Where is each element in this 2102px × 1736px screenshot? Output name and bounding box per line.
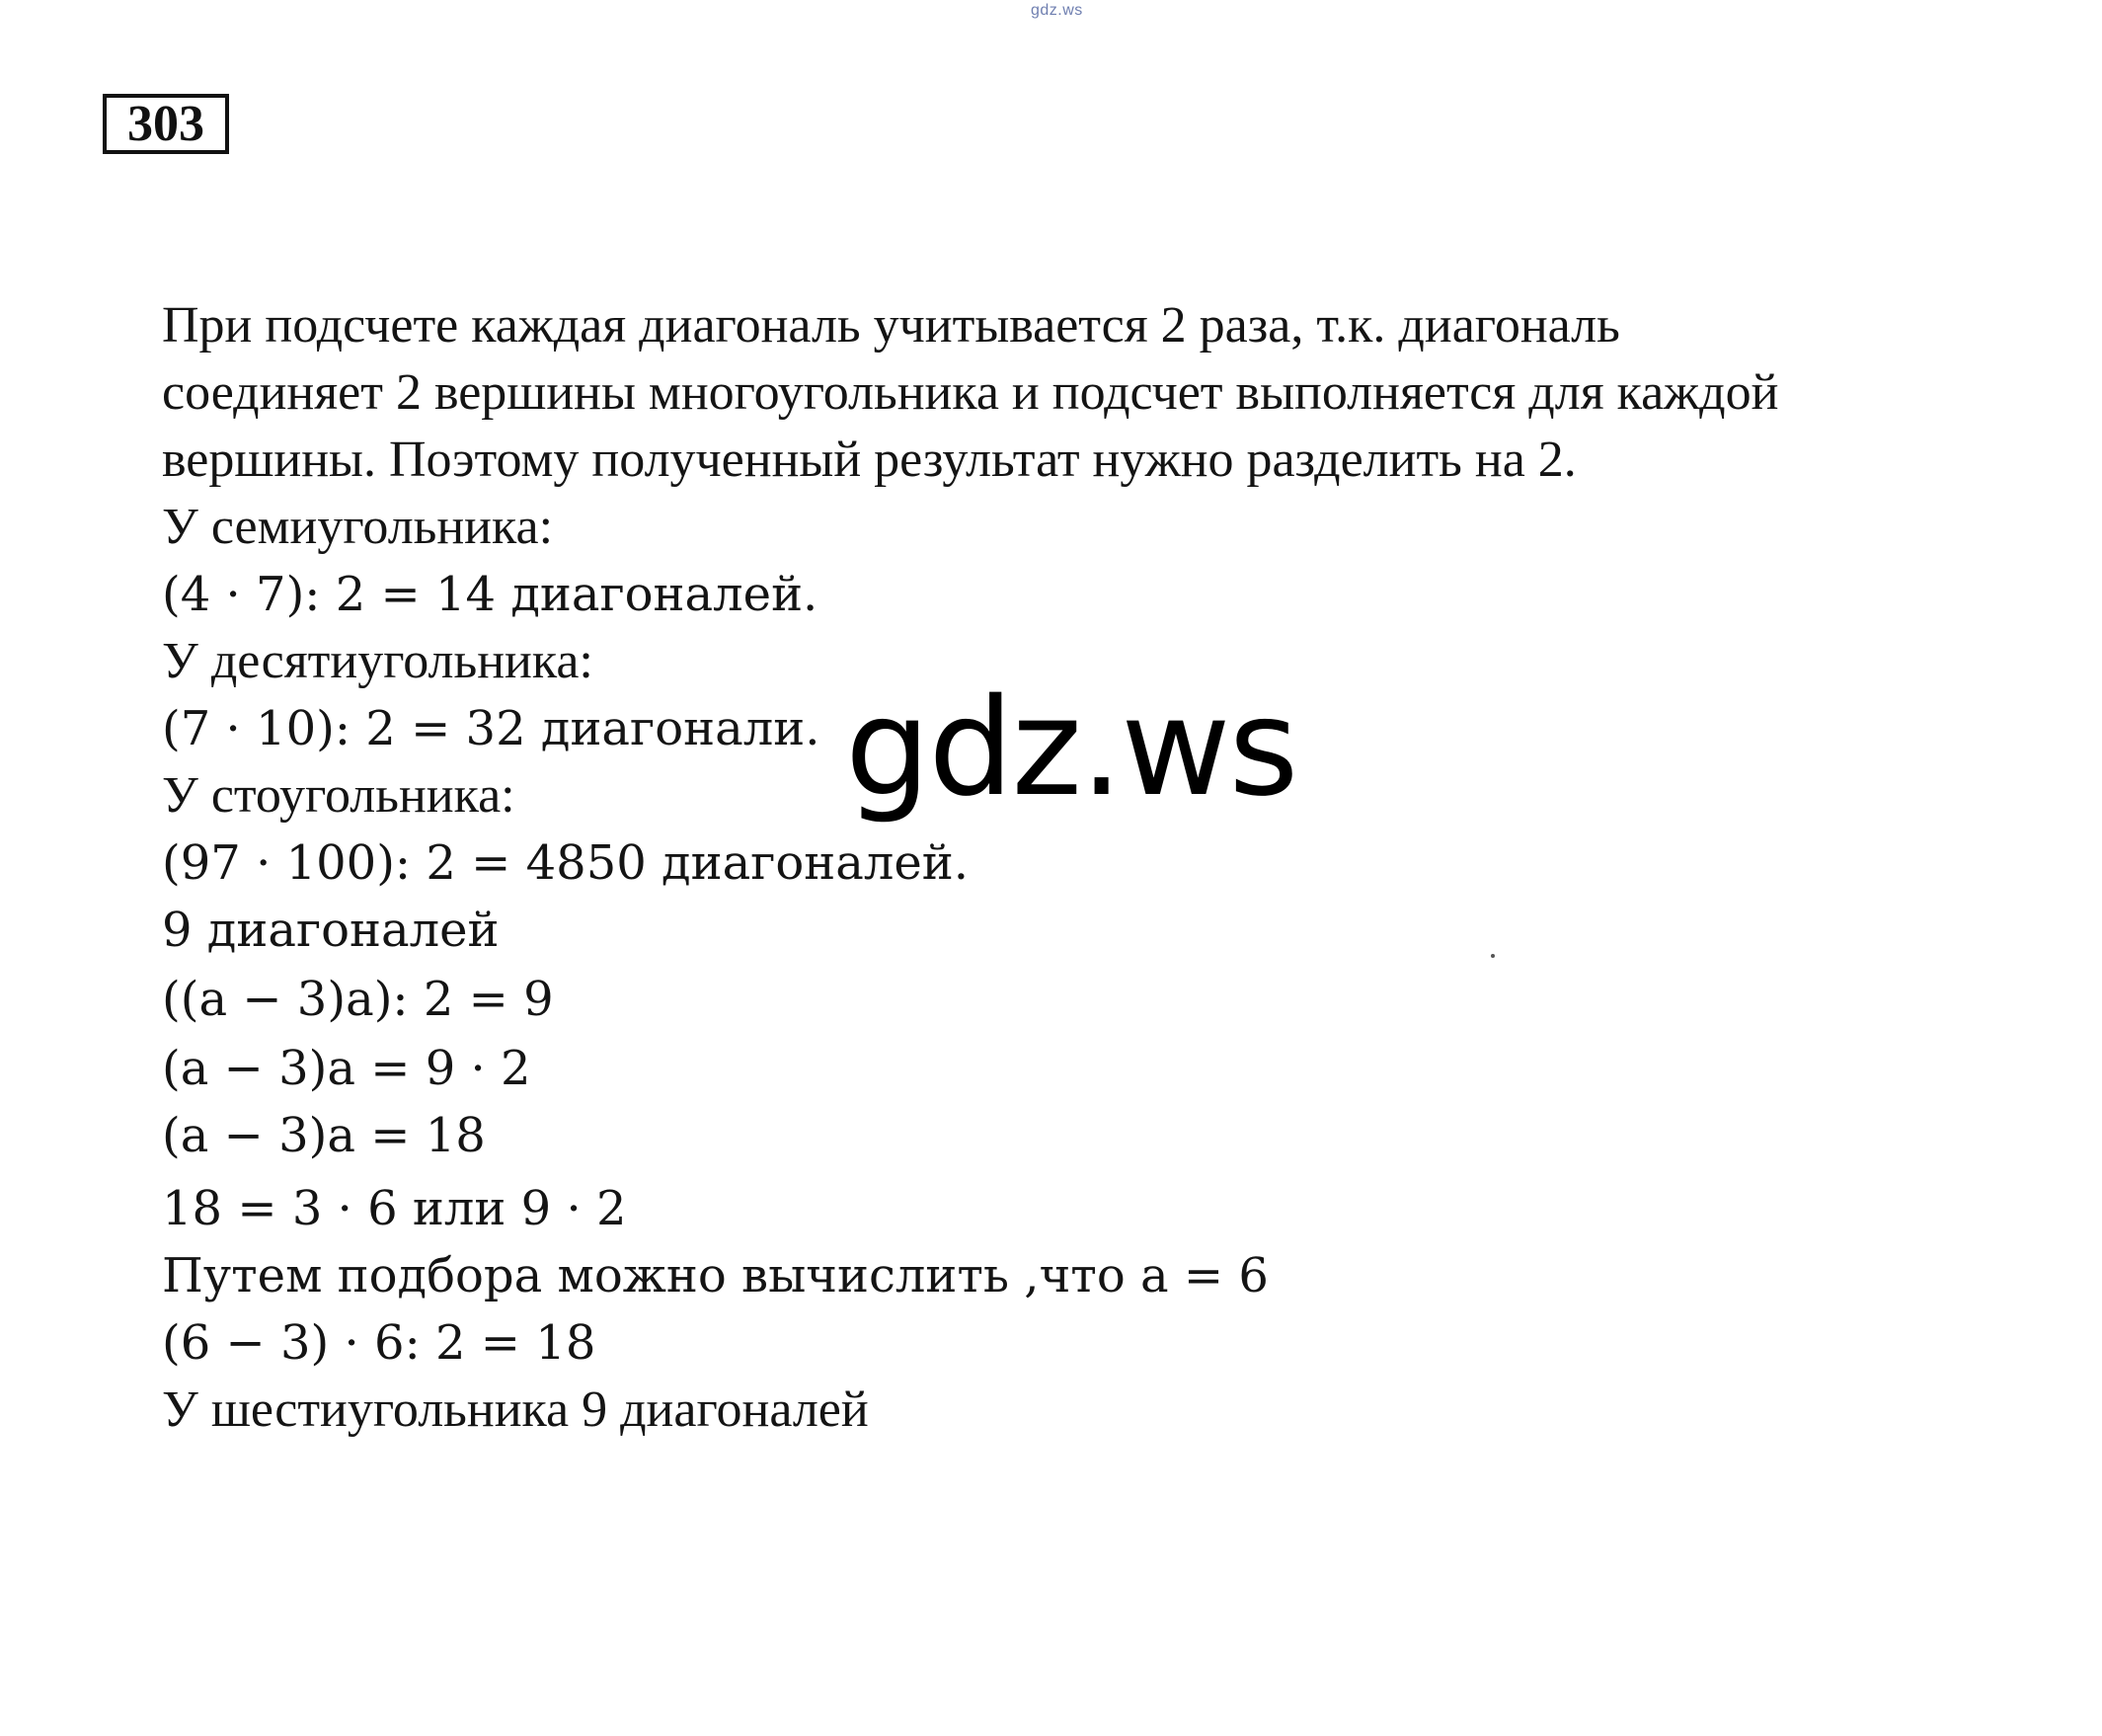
problem-number: 303 — [103, 94, 229, 154]
solution-line: ((a − 3)a): 2 = 9 — [162, 972, 554, 1027]
solution-line: У десятиугольника: — [162, 633, 593, 689]
solution-line: У семиугольника: — [162, 499, 554, 555]
solution-line: 9 диагоналей — [162, 903, 500, 958]
watermark-logo: gdz.ws — [845, 671, 1297, 827]
solution-line: (7 · 10): 2 = 32 диагонали. — [162, 701, 820, 756]
solution-line: 18 = 3 · 6 или 9 · 2 — [162, 1181, 627, 1236]
solution-line: вершины. Поэтому полученный результат нужно разделить на 2. — [162, 432, 1577, 488]
solution-line: Путем подбора можно вычислить ,что a = 6 — [162, 1248, 1269, 1303]
solution-line: (a − 3)a = 18 — [162, 1108, 486, 1163]
solution-line: (6 − 3) · 6: 2 = 18 — [162, 1315, 596, 1371]
solution-line: соединяет 2 вершины многоугольника и подсчет выполняется для каждой — [162, 364, 1779, 421]
solution-line: (97 · 100): 2 = 4850 диагоналей. — [162, 835, 970, 891]
solution-line: (a − 3)a = 9 · 2 — [162, 1041, 531, 1096]
solution-line: (4 · 7): 2 = 14 диагоналей. — [162, 567, 818, 622]
site-mark: gdz.ws — [1031, 2, 1083, 19]
solution-line: У шестиугольника 9 диагоналей — [162, 1381, 869, 1438]
solution-line: У стоугольника: — [162, 767, 515, 824]
scan-speck — [1491, 954, 1495, 958]
solution-line: При подсчете каждая диагональ учитывается 2 раза, т.к. диагональ — [162, 297, 1620, 354]
